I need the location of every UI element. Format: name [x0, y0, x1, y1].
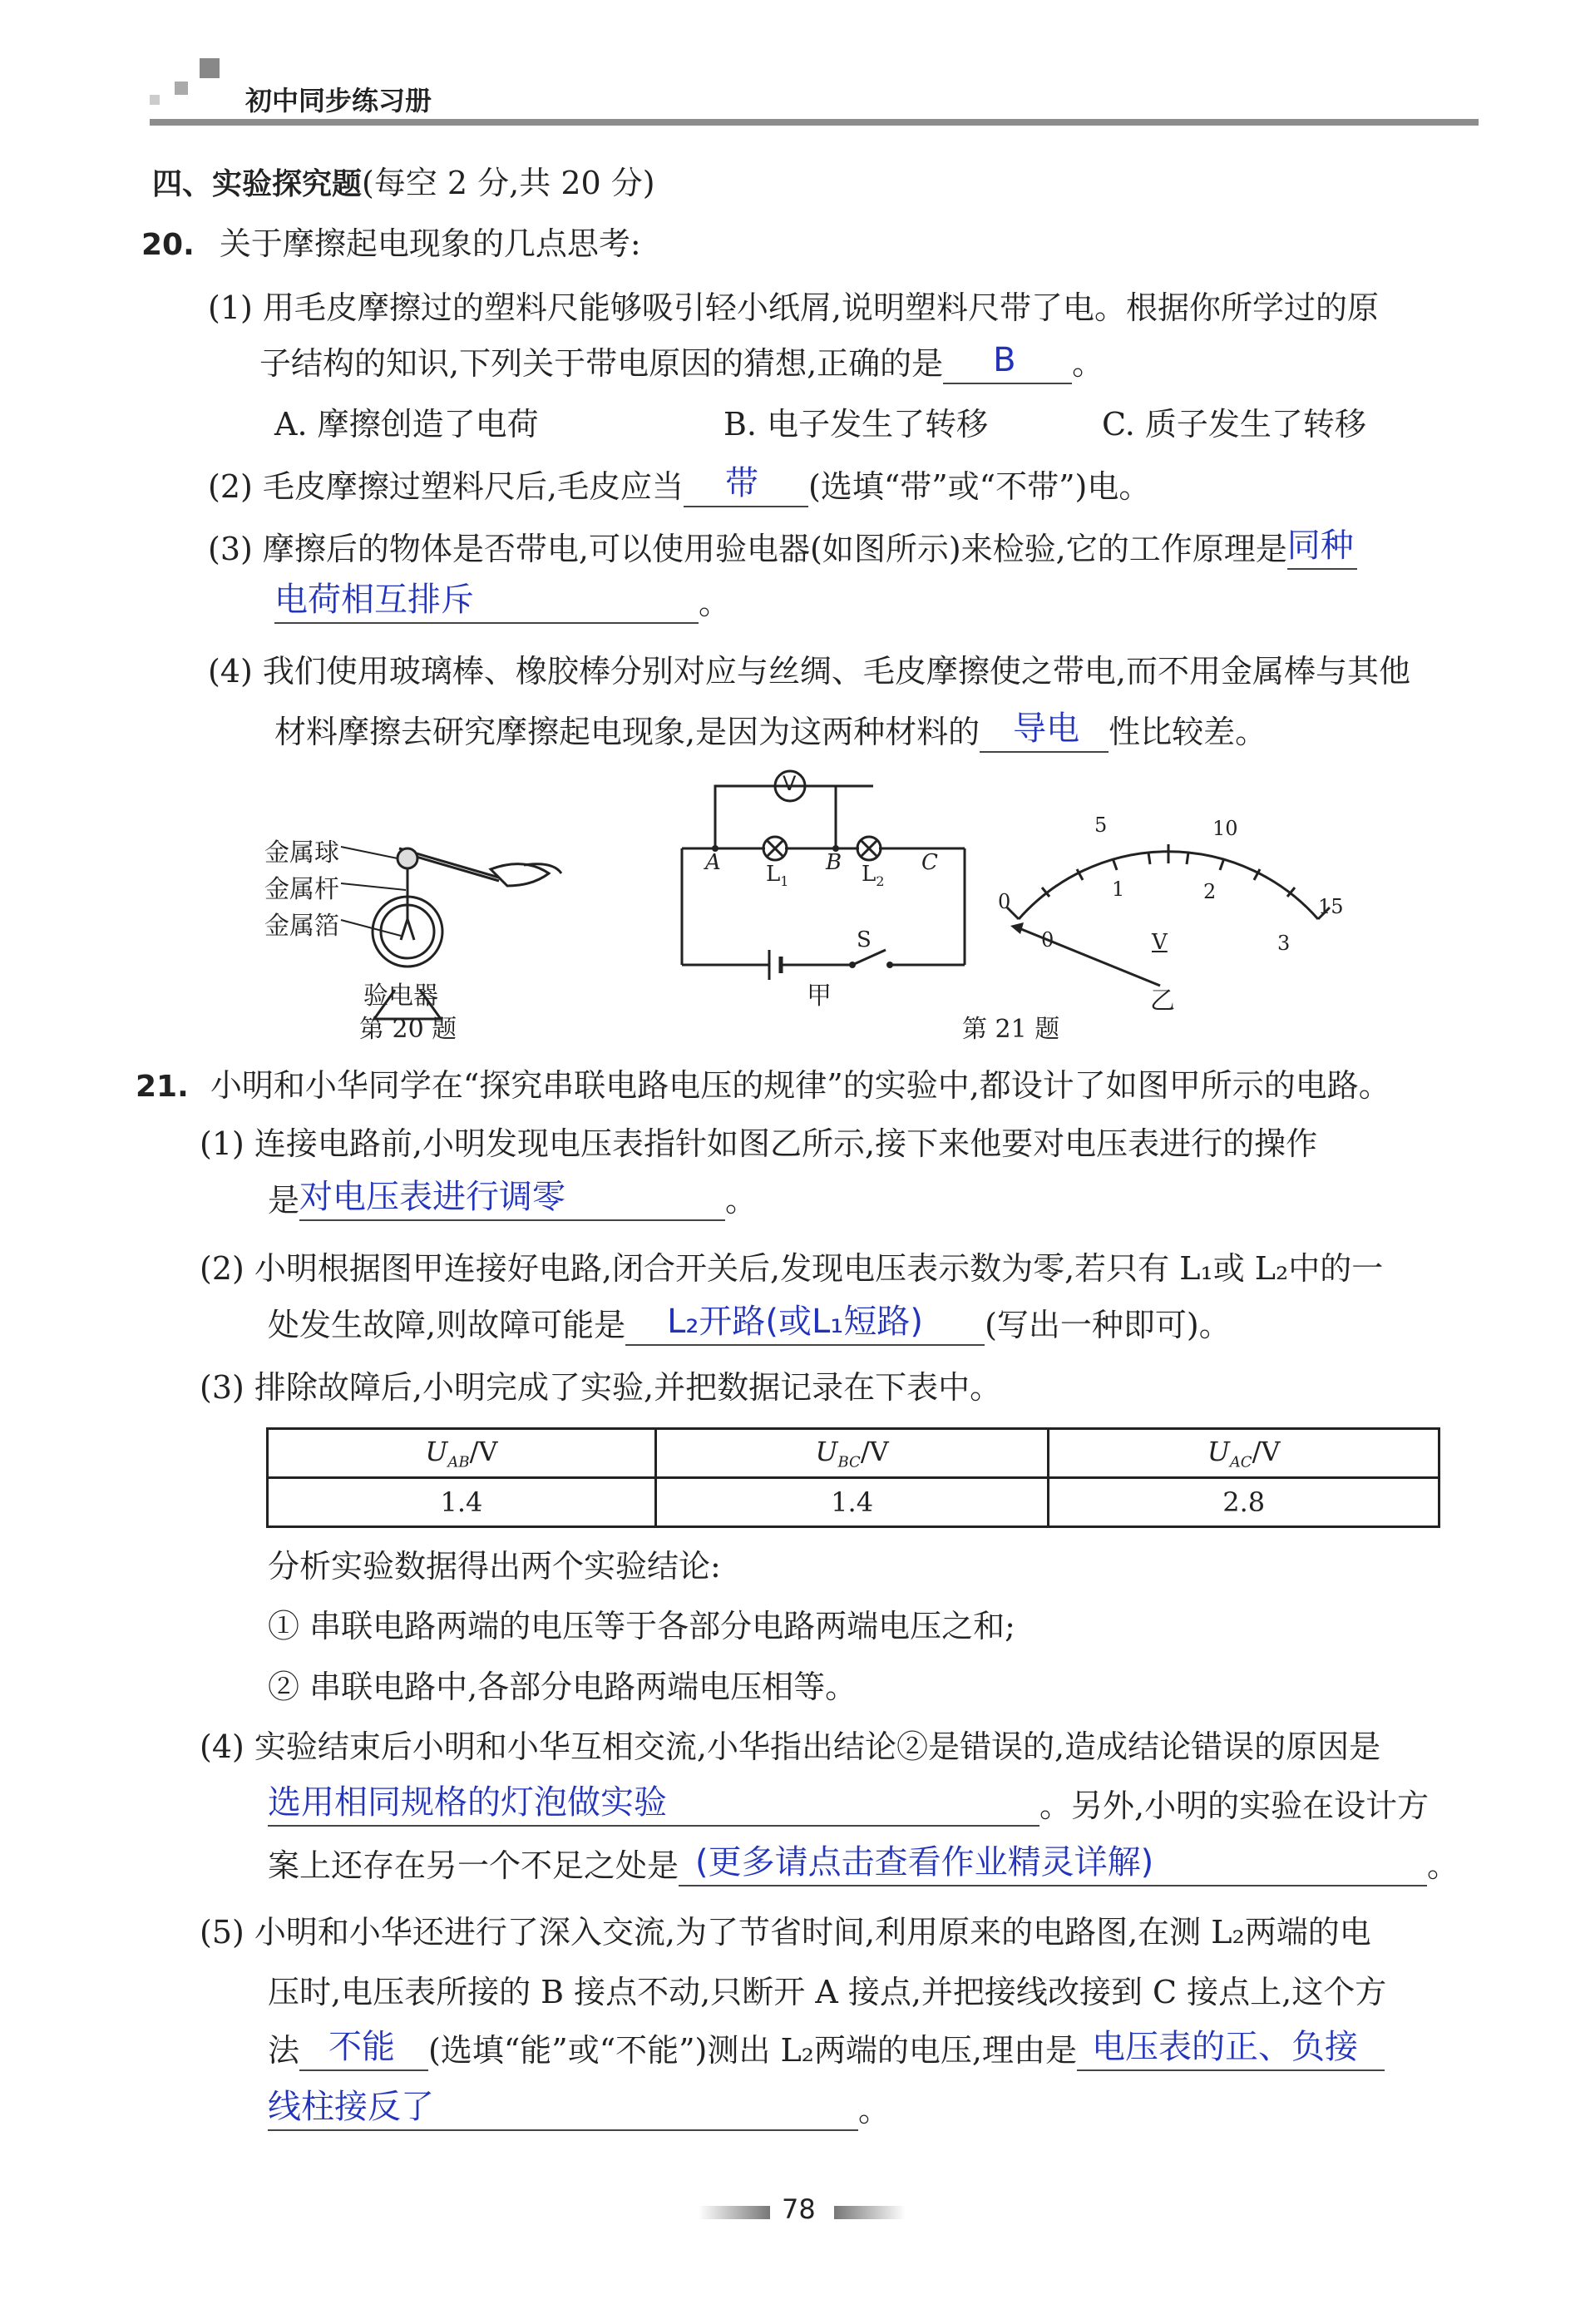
table-header-uac: $U_{AC}/V$	[1049, 1429, 1439, 1478]
table-header-ubc: $U_{BC}/V$	[655, 1429, 1048, 1478]
q20-p2-suffix: (选填“带”或“不带”)电。	[808, 468, 1151, 505]
q20-p3-line2	[274, 582, 730, 624]
q20-p4-answer: 导电	[1013, 710, 1080, 748]
dial-bottom-1: 1	[1112, 878, 1125, 901]
q20-p2-blank[interactable]	[684, 464, 808, 507]
voltmeter-dial	[994, 811, 1360, 1002]
q20-p1-answer: B	[993, 341, 1016, 379]
dial-bottom-2: 2	[1203, 880, 1217, 903]
q21-p5-mid: (选填“能”或“不能”)测出 L₂两端的电压,理由是	[428, 2032, 1078, 2069]
q21-p4-period: 。	[1427, 1847, 1459, 1884]
q21-p5-blank2a[interactable]	[1077, 2028, 1385, 2071]
table-header-row	[268, 1429, 1439, 1478]
q21-p5-answer2a: 电压表的正、负接	[1092, 2028, 1359, 2066]
node-c-label: C	[921, 850, 938, 875]
q20-p1-prompt: 子结构的知识,下列关于带电原因的猜想,正确的是	[259, 345, 944, 382]
node-b-label: B	[826, 850, 842, 875]
label-metal-ball: 金属球	[264, 838, 339, 868]
dial-top-10: 10	[1212, 817, 1238, 840]
circuit-name: 甲	[807, 982, 832, 1011]
q20-p1-line2	[259, 343, 1104, 384]
header-decoration	[150, 58, 225, 108]
figure20-caption: 第 20 题	[359, 1015, 457, 1044]
table-cell-uac: 2.8	[1049, 1478, 1439, 1527]
dial-top-15: 15	[1318, 895, 1344, 918]
table-cell-uab: 1.4	[268, 1478, 656, 1527]
section-title	[152, 161, 655, 204]
book-title: 初中同步练习册	[245, 85, 432, 116]
q20-p3-blank-a[interactable]	[1286, 527, 1357, 570]
electroscope-name: 验电器	[363, 982, 438, 1011]
q21-conclusion-2: ② 串联电路中,各部分电路两端电压相等。	[268, 1669, 857, 1705]
dial-name: 乙	[1150, 986, 1175, 1016]
q20-stem-line	[141, 223, 641, 266]
q21-number: 21.	[136, 1070, 189, 1104]
label-metal-foil: 金属箔	[264, 912, 339, 941]
q21-p1-answer: 对电压表进行调零	[299, 1178, 566, 1216]
q21-p5-answer2b: 线柱接反了	[268, 2088, 434, 2126]
q20-p3-blank-b[interactable]	[274, 581, 699, 624]
q21-p3: (3) 排除故障后,小明完成了实验,并把数据记录在下表中。	[200, 1369, 1002, 1406]
q21-p1-blank[interactable]	[299, 1178, 725, 1221]
footer-right-ornament	[834, 2206, 906, 2219]
q20-number: 20.	[141, 228, 195, 262]
q21-p4-blank2[interactable]	[679, 1843, 1427, 1886]
q21-p2-line2	[268, 1304, 1231, 1346]
q20-p4-blank[interactable]	[980, 710, 1109, 753]
q21-p5-line1: (5) 小明和小华还进行了深入交流,为了节省时间,利用原来的电路图,在测 L₂两端的电	[200, 1914, 1371, 1951]
q21-p5-answer1: 不能	[328, 2028, 396, 2066]
q20-p4-line1: (4) 我们使用玻璃棒、橡胶棒分别对应与丝绸、毛皮摩擦使之带电,而不用金属棒与其他	[208, 653, 1410, 690]
dial-top-5: 5	[1094, 813, 1108, 837]
q20-p3-line1	[208, 528, 1357, 570]
q20-option-a: A. 摩擦创造了电荷	[274, 406, 539, 443]
q21-p2-suffix: (写出一种即可)。	[985, 1307, 1231, 1343]
figure21-caption: 第 21 题	[962, 1015, 1060, 1044]
q20-option-b: B. 电子发生了转移	[723, 406, 989, 443]
q21-p5-period: 。	[858, 2092, 891, 2129]
q21-p4-answer2: (更多请点击查看作业精灵详解)	[695, 1843, 1154, 1881]
q21-analysis: 分析实验数据得出两个实验结论:	[268, 1548, 721, 1585]
dial-top-0: 0	[998, 890, 1011, 913]
q21-p1-period: 。	[725, 1182, 758, 1219]
q20-p3-answer-a: 同种	[1286, 527, 1354, 565]
q21-p1-line2	[268, 1179, 757, 1221]
lamp-l1-subscript: 1	[780, 873, 789, 890]
q21-p1-prompt: 是	[268, 1182, 300, 1219]
dial-bottom-3: 3	[1277, 932, 1291, 955]
section-title-text: 四、实验探究题	[152, 167, 363, 201]
q21-p5-line3	[268, 2030, 1385, 2071]
q20-p3-answer-b: 电荷相互排斥	[274, 581, 474, 619]
q20-p2-answer: 带	[725, 464, 758, 502]
q20-p1-blank[interactable]	[943, 341, 1072, 384]
q21-p4-line2	[268, 1785, 1429, 1827]
dial-unit: V	[1152, 930, 1168, 955]
q21-p5-line2: 压时,电压表所接的 B 接点不动,只断开 A 接点,并把接线改接到 C 接点上,这个方	[268, 1974, 1387, 2010]
q20-p2-prompt: (2) 毛皮摩擦过塑料尺后,毛皮应当	[208, 468, 684, 505]
lamp-l2-letter: L	[862, 862, 877, 887]
q20-p3-period: 。	[699, 585, 731, 621]
q20-p4-line2	[274, 711, 1267, 753]
q21-conclusion-1: ① 串联电路两端的电压等于各部分电路两端电压之和;	[268, 1608, 1015, 1644]
switch-label: S	[857, 927, 872, 952]
q21-p4-line3	[268, 1845, 1459, 1886]
q20-p1-line1: (1) 用毛皮摩擦过的塑料尺能够吸引轻小纸屑,说明塑料尺带了电。根据你所学过的原	[208, 289, 1379, 326]
table-header-uab: $U_{AB}/V$	[268, 1429, 656, 1478]
q21-p1-line1: (1) 连接电路前,小明发现电压表指针如图乙所示,接下来他要对电压表进行的操作	[200, 1125, 1318, 1162]
page-number: 78	[782, 2193, 816, 2225]
header-rule	[150, 119, 1479, 126]
q20-p2	[208, 466, 1150, 507]
q20-p4-prompt: 材料摩擦去研究摩擦起电现象,是因为这两种材料的	[274, 714, 980, 750]
lamp-l1-letter: L	[766, 862, 781, 887]
q21-p4-mid: 。另外,小明的实验在设计方	[1039, 1788, 1430, 1824]
q21-stem: 小明和小华同学在“探究串联电路电压的规律”的实验中,都设计了如图甲所示的电路。	[210, 1067, 1390, 1104]
lamp-l1-label	[766, 862, 788, 889]
q21-p2-line1: (2) 小明根据图甲连接好电路,闭合开关后,发现电压表示数为零,若只有 L₁或 L₂中的一	[200, 1250, 1384, 1287]
table-row	[268, 1478, 1439, 1527]
q21-p5-blank2b[interactable]	[268, 2088, 858, 2131]
q21-p2-answer: L₂开路(或L₁短路)	[667, 1303, 923, 1341]
q21-p2-prompt: 处发生故障,则故障可能是	[268, 1307, 626, 1343]
q21-p4-line1: (4) 实验结束后小明和小华互相交流,小华指出结论②是错误的,造成结论错误的原因是	[200, 1728, 1381, 1765]
q20-p4-suffix: 性比较差。	[1109, 714, 1267, 750]
voltmeter-label: V	[783, 772, 797, 795]
dial-bottom-0: 0	[1041, 928, 1054, 952]
q20-option-c: C. 质子发生了转移	[1102, 406, 1366, 443]
lamp-l2-subscript: 2	[876, 873, 885, 890]
q21-p4-answer1: 选用相同规格的灯泡做实验	[268, 1783, 667, 1822]
voltage-data-table	[266, 1427, 1440, 1528]
node-a-label: A	[705, 850, 721, 875]
table-cell-ubc: 1.4	[655, 1478, 1048, 1527]
lamp-l2-label	[862, 862, 884, 889]
section-note: (每空 2 分,共 20 分)	[362, 165, 655, 201]
q21-p4-blank1[interactable]	[268, 1783, 1039, 1827]
q21-stem-line	[136, 1065, 1390, 1108]
q20-p1-period: 。	[1072, 345, 1104, 382]
q20-p3-prompt: (3) 摩擦后的物体是否带电,可以使用验电器(如图所示)来检验,它的工作原理是	[208, 531, 1287, 567]
q21-p5-blank1[interactable]	[299, 2028, 428, 2071]
label-metal-rod: 金属杆	[264, 875, 339, 904]
q21-p2-blank[interactable]	[625, 1303, 985, 1346]
q21-p5-line4	[268, 2089, 890, 2131]
q20-stem: 关于摩擦起电现象的几点思考:	[219, 225, 641, 262]
footer-left-ornament	[699, 2206, 770, 2219]
q21-p4-prompt2: 案上还存在另一个不足之处是	[268, 1847, 679, 1884]
q21-p5-prompt: 法	[268, 2032, 300, 2069]
